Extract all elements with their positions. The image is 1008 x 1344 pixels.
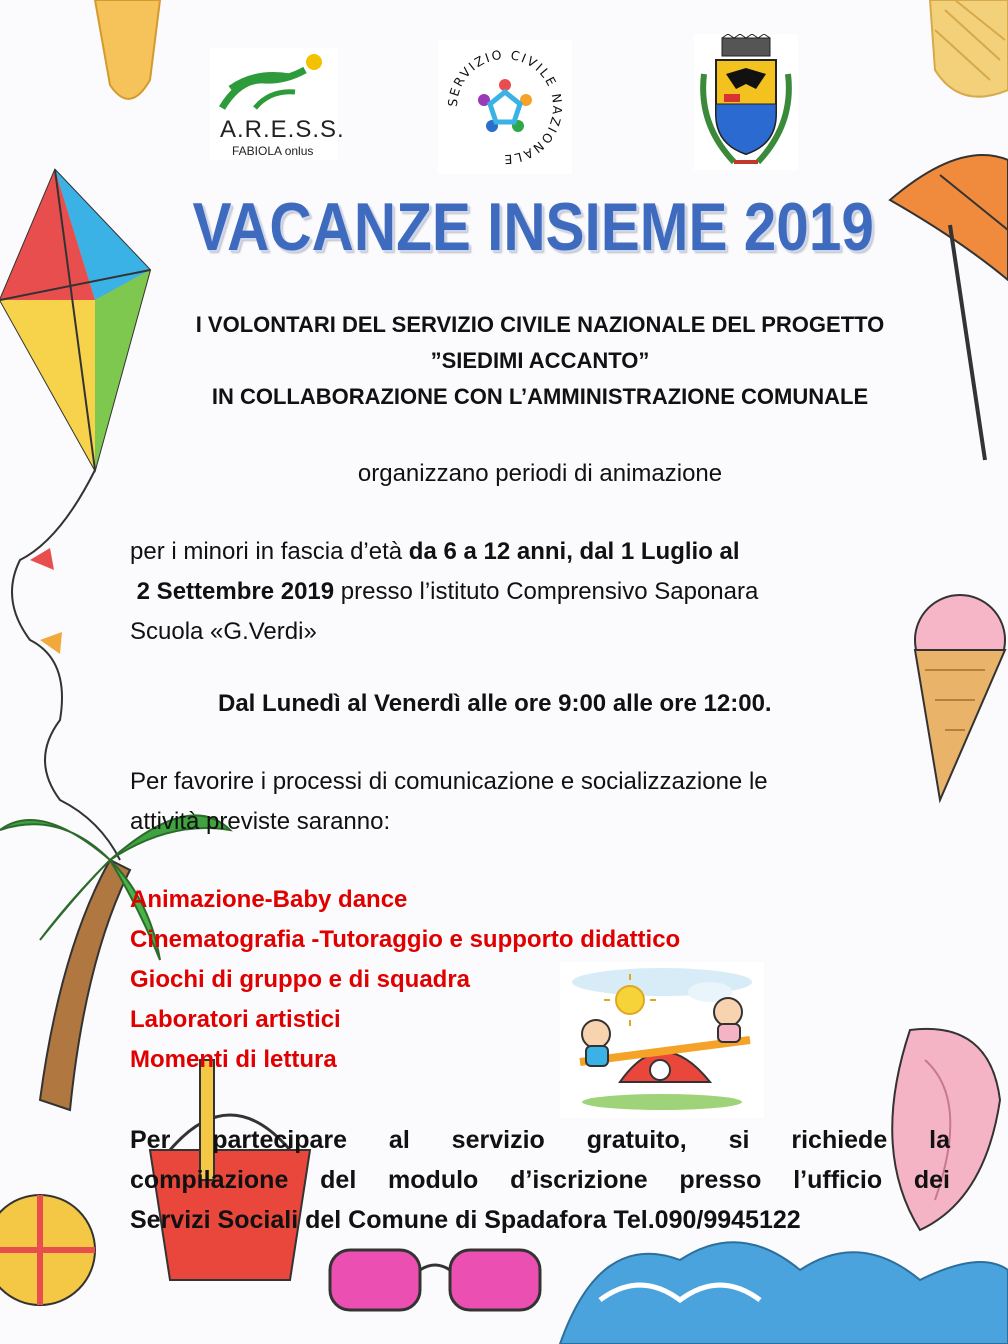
details-line-3: Scuola «G.Verdi»: [130, 618, 317, 645]
flip-flop-icon: [95, 0, 160, 99]
beach-umbrella-icon: [890, 155, 1008, 460]
details-line-1-text: per i minori in fascia d’età: [130, 538, 409, 565]
aress-name: A.R.E.S.S.: [220, 116, 345, 143]
header-line-1: I VOLONTARI DEL SERVIZIO CIVILE NAZIONALE DEL PROGETTO: [195, 312, 885, 337]
servizio-civile-ring-text: SERVIZIO CIVILE NAZIONALE: [444, 46, 566, 168]
activity-item: Momenti di lettura: [130, 1046, 337, 1073]
activity-item: Cinematografia -Tutoraggio e supporto didattico: [130, 926, 681, 953]
activities-intro-line-2: attività previste saranno:: [130, 808, 391, 835]
aress-swoosh-icon: [210, 48, 338, 118]
aress-subtitle: FABIOLA onlus: [232, 144, 314, 158]
header-line-2: ”SIEDIMI ACCANTO”: [430, 348, 650, 373]
sunglasses-icon: [330, 1250, 540, 1310]
details-line-2-text: presso l’istituto Comprensivo Saponara: [334, 578, 759, 605]
ice-cream-icon: [915, 595, 1005, 800]
shell-icon: [930, 0, 1008, 97]
details-line-1: [130, 538, 740, 566]
details-line-2-bold: 2 Settembre 2019: [130, 578, 335, 605]
intro-line: organizzano periodi di animazione: [357, 460, 723, 487]
wave-icon: [560, 1242, 1008, 1344]
activity-item: Giochi di gruppo e di squadra: [130, 966, 471, 993]
comune-crest-icon: [694, 34, 798, 170]
activity-item: Animazione-Baby dance: [130, 886, 408, 913]
details-line-1-bold: da 6 a 12 anni, dal 1 Luglio al: [408, 538, 740, 565]
aress-logo: [210, 48, 345, 160]
kite-icon: [0, 170, 150, 860]
header-line-3: IN COLLABORAZIONE CON L’AMMINISTRAZIONE COMUNALE: [211, 384, 869, 409]
poster-title: VACANZE INSIEME 2019: [192, 189, 874, 265]
schedule-line: Dal Lunedì al Venerdì alle ore 9:00 alle ore 12:00.: [218, 690, 772, 717]
servizio-civile-emblem-icon: [438, 40, 572, 174]
footer-line-3: Servizi Sociali del Comune di Spadafora Tel.090/9945122: [130, 1206, 801, 1234]
beach-ball-icon: [0, 1195, 95, 1305]
details-line-2: [130, 578, 758, 606]
servizio-civile-logo: [438, 40, 572, 174]
activity-item: Laboratori artistici: [130, 1006, 341, 1033]
children-seesaw-illustration: [560, 962, 764, 1118]
seesaw-icon: [560, 962, 764, 1118]
footer-line-1: Per partecipare al servizio gratuito, si richiede la: [130, 1126, 950, 1154]
comune-crest-logo: [694, 34, 798, 170]
footer-line-2: compilazione del modulo d’iscrizione presso l’ufficio dei: [130, 1166, 950, 1194]
svg-text:SERVIZIO CIVILE NAZIONALE: [445, 47, 565, 167]
activities-intro-line-1: Per favorire i processi di comunicazione e socializzazione le: [130, 768, 768, 795]
